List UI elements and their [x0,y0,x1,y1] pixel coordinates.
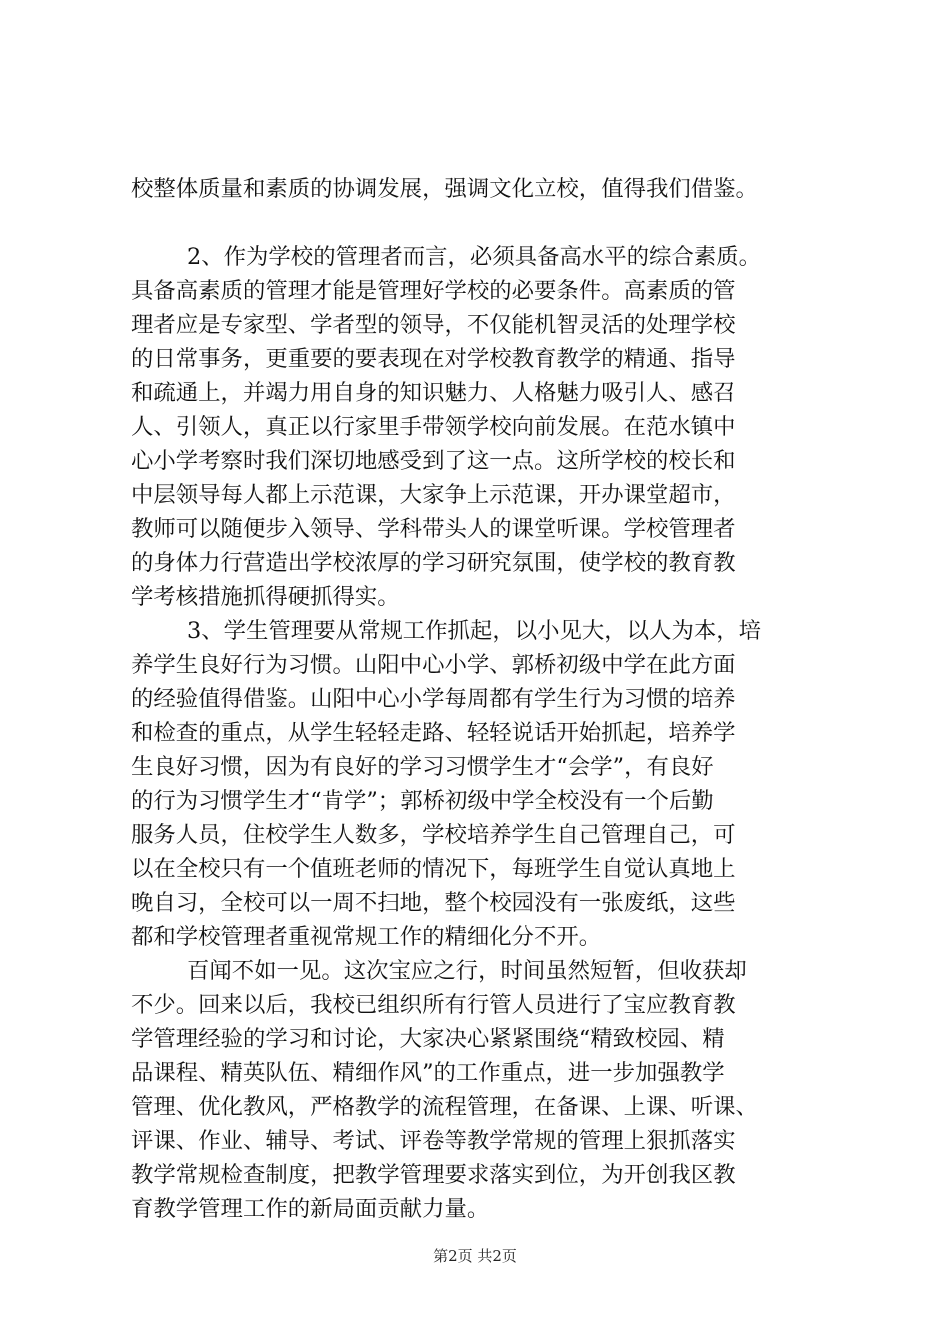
text-line: 育教学管理工作的新局面贡献力量。 [131,1196,490,1222]
text-line: 评课、作业、辅导、考试、评卷等教学常规的管理上狠抓落实 [131,1128,736,1154]
text-line: 的身体力行营造出学校浓厚的学习研究氛围，使学校的教育教 [131,550,736,576]
text-line: 都和学校管理者重视常规工作的精细化分不开。 [131,924,602,950]
text-line: 人、引领人，真正以行家里手带领学校向前发展。在范水镇中 [131,414,736,440]
text-line: 生良好习惯，因为有良好的学习习惯学生才“会学”，有良好 [131,754,714,780]
paragraph-gap [131,206,851,240]
text-line: 教学常规检查制度，把教学管理要求落实到位，为开创我区教 [131,1162,736,1188]
text-line: 晚自习，全校可以一周不扫地，整个校园没有一张废纸，这些 [131,890,736,916]
text-line: 理者应是专家型、学者型的领导，不仅能机智灵活的处理学校 [131,312,736,338]
text-line: 和检查的重点，从学生轻轻走路、轻轻说话开始抓起，培养学 [131,720,736,746]
text-line: 心小学考察时我们深切地感受到了这一点。这所学校的校长和 [131,448,736,474]
text-line: 养学生良好行为习惯。山阳中心小学、郭桥初级中学在此方面 [131,652,736,678]
text-line: 品课程、精英队伍、精细作风”的工作重点，进一步加强教学 [131,1060,725,1086]
text-line: 中层领导每人都上示范课，大家争上示范课，开办课堂超市， [131,482,736,508]
text-line: 管理、优化教风，严格教学的流程管理，在备课、上课、听课、 [131,1094,758,1120]
text-line: 和疏通上，并竭力用自身的知识魅力、人格魅力吸引人、感召 [131,380,736,406]
text-line: 的日常事务，更重要的要表现在对学校教育教学的精通、指导 [131,346,736,372]
text-line: 教师可以随便步入领导、学科带头人的课堂听课。学校管理者 [131,516,736,542]
text-line: 的行为习惯学生才“肯学”；郭桥初级中学全校没有一个后勤 [131,788,714,814]
paragraph-start-line: 百闻不如一见。这次宝应之行，时间虽然短暂，但收获却 [187,958,747,984]
page-number-footer: 第2页 共2页 [433,1247,517,1265]
text-line: 以在全校只有一个值班老师的情况下，每班学生自觉认真地上 [131,856,736,882]
text-line: 学管理经验的学习和讨论，大家决心紧紧围绕“精致校园、精 [131,1026,725,1052]
paragraph-start-line: 3、学生管理要从常规工作抓起，以小见大，以人为本，培 [187,618,762,644]
text-line: 的经验值得借鉴。山阳中心小学每周都有学生行为习惯的培养 [131,686,736,712]
text-line: 具备高素质的管理才能是管理好学校的必要条件。高素质的管 [131,278,736,304]
text-line: 校整体质量和素质的协调发展，强调文化立校，值得我们借鉴。 [131,176,758,202]
text-line: 学考核措施抓得硬抓得实。 [131,584,400,610]
paragraph-start-line: 2、作为学校的管理者而言，必须具备高水平的综合素质。 [187,244,762,270]
document-body [131,172,851,1226]
text-line: 服务人员，住校学生人数多，学校培养学生自己管理自己，可 [131,822,736,848]
text-line: 不少。回来以后，我校已组织所有行管人员进行了宝应教育教 [131,992,736,1018]
